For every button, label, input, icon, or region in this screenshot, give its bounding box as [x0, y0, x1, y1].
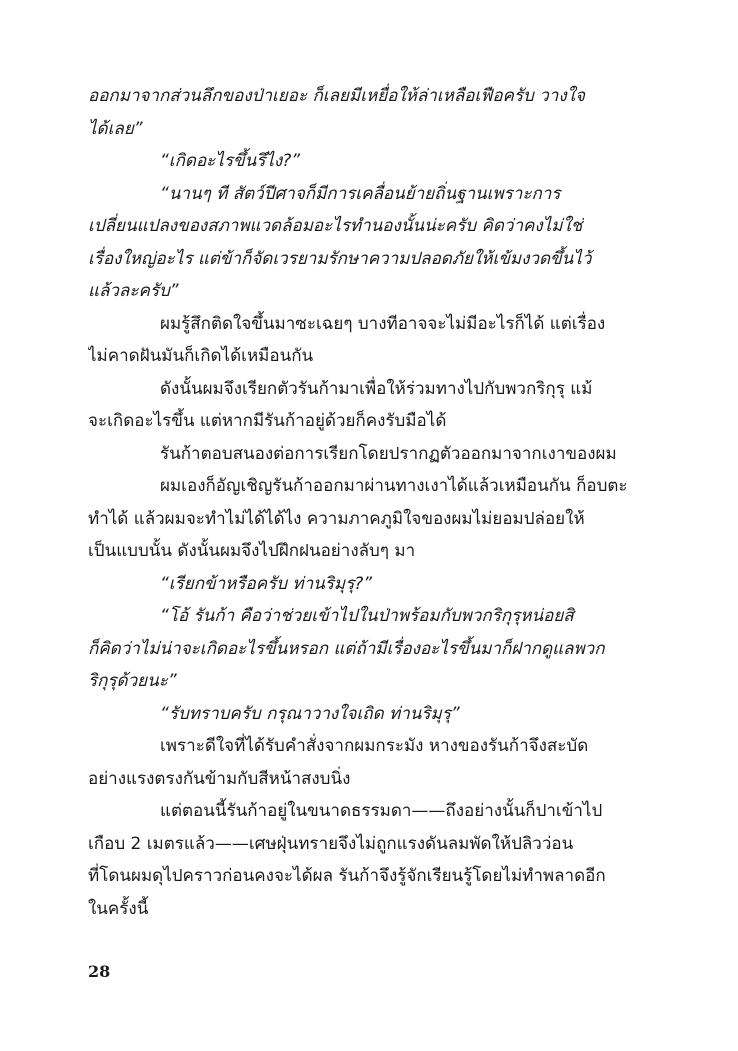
text-line: เกือบ 2 เมตรแล้ว——เศษฝุ่นทรายจึงไม่ถูกแรงดันลมพัดให้ปลิวว่อน — [88, 833, 574, 854]
text-line: “โอ้ รันก้า คือว่าช่วยเข้าไปในป่าพร้อมกับพวกริกุรุหน่อยสิ — [160, 606, 574, 626]
text-line: ดังนั้นผมจึงเรียกตัวรันก้ามาเพื่อให้ร่วมทางไปกับพวกริกุรุ แม้ — [160, 378, 593, 399]
text-line: ผมเองก็อัญเชิญรันก้าออกมาผ่านทางเงาได้แล้วเหมือนกัน ก็อบตะ — [160, 476, 628, 496]
text-line: เรื่องใหญ่อะไร แต่ข้าก็จัดเวรยามรักษาความปลอดภัยให้เข้มงวดขึ้นไว้ — [88, 248, 592, 269]
text-line: “นานๆ ที สัตว์ปีศาจก็มีการเคลื่อนย้ายถิ่นฐานเพราะการ — [160, 183, 561, 204]
text-line: “เกิดอะไรขึ้นรึไง?” — [160, 151, 301, 171]
text-line: เป็นแบบนั้น ดังนั้นผมจึงไปฝึกฝนอย่างลับๆ มา — [88, 541, 416, 561]
page-number: 28 — [88, 962, 111, 981]
text-line: ที่โดนผมดุไปคราวก่อนคงจะได้ผล รันก้าจึงรู้จักเรียนรู้โดยไม่ทำพลาดอีก — [88, 866, 606, 886]
text-line: เพราะดีใจที่ได้รับคำสั่งจากผมกระมัง หางของรันก้าจึงสะบัด — [160, 736, 589, 756]
text-line: ในครั้งนี้ — [88, 898, 149, 919]
text-line: จะเกิดอะไรขึ้น แต่หากมีรันก้าอยู่ด้วยก็คงรับมือได้ — [88, 411, 447, 431]
text-line: ออกมาจากส่วนลึกของป่าเยอะ ก็เลยมีเหยื่อให้ล่าเหลือเฟือครับ วางใจ — [88, 86, 585, 106]
text-line: เปลี่ยนแปลงของสภาพแวดล้อมอะไรทำนองนั้นน่ะครับ คิดว่าคงไม่ใช่ — [88, 216, 583, 236]
text-line: ไม่คาดฝันมันก็เกิดได้เหมือนกัน — [88, 346, 314, 366]
text-line: อย่างแรงตรงกันข้ามกับสีหน้าสงบนิ่ง — [88, 768, 351, 789]
text-line: ทำได้ แล้วผมจะทำไม่ได้ได้ไง ความภาคภูมิใจของผมไม่ยอมปล่อยให้ — [88, 508, 585, 529]
text-line: “เรียกข้าหรือครับ ท่านริมุรุ?” — [160, 573, 373, 594]
text-line: ผมรู้สึกติดใจขึ้นมาซะเฉยๆ บางทีอาจจะไม่มีอะไรก็ได้ แต่เรื่อง — [160, 313, 606, 334]
text-line: “รับทราบครับ กรุณาวางใจเถิด ท่านริมุรุ” — [160, 703, 460, 724]
text-line: แต่ตอนนี้รันก้าอยู่ในขนาดธรรมดา——ถึงอย่างนั้นก็ปาเข้าไป — [160, 801, 603, 821]
text-line: แล้วละครับ” — [88, 281, 179, 301]
text-line: ได้เลย” — [88, 118, 143, 139]
text-line: รันก้าตอบสนองต่อการเรียกโดยปรากฏตัวออกมาจากเงาของผม — [160, 443, 617, 464]
text-line: ริกุรุด้วยนะ” — [88, 671, 177, 691]
text-line: ก็คิดว่าไม่น่าจะเกิดอะไรขึ้นหรอก แต่ถ้ามีเรื่องอะไรขึ้นมาก็ฝากดูแลพวก — [88, 638, 605, 659]
